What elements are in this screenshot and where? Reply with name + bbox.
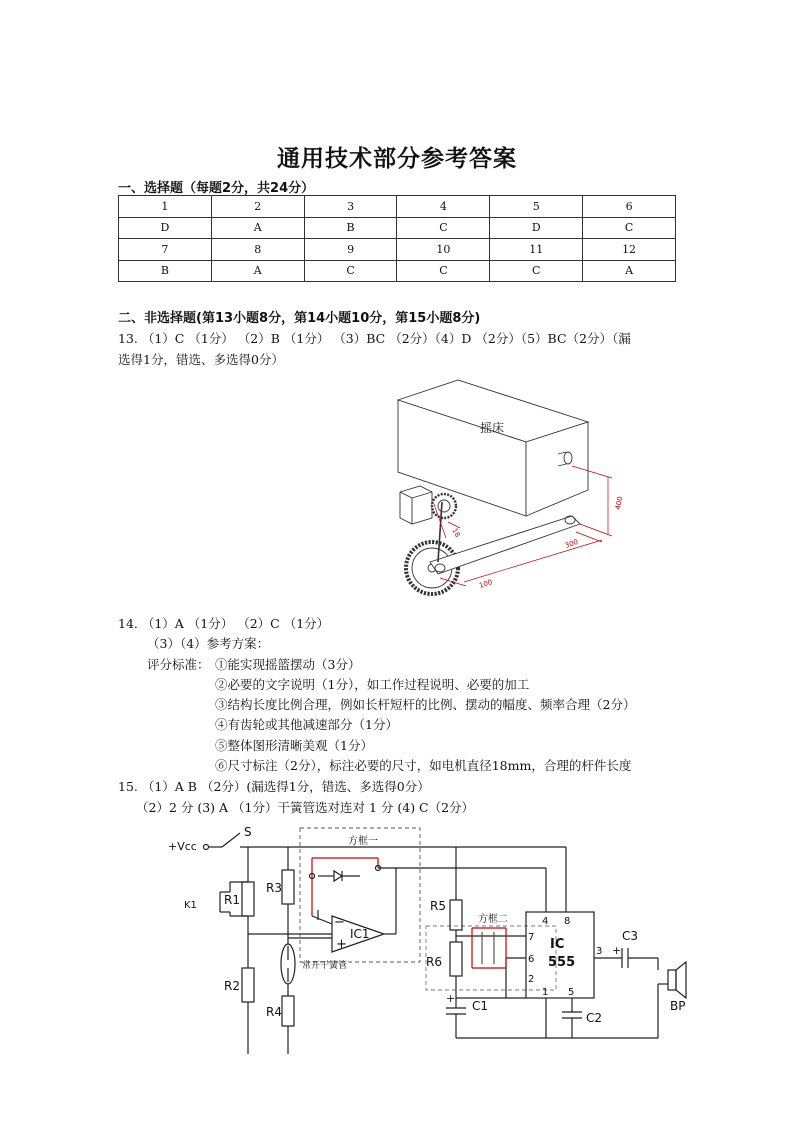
resistor-r5 (450, 900, 462, 930)
criterion-5: ⑤整体图形清晰美观（1分） (215, 738, 373, 753)
dim-100: 100 (478, 578, 494, 590)
q13-line2: 选得1分，错选、多选得0分） (118, 352, 284, 367)
k1-label: K1 (184, 900, 197, 911)
vcc-terminal (204, 845, 209, 850)
table-cell: A (211, 260, 304, 282)
dim-18: 18 (450, 527, 462, 539)
c3-label: C3 (622, 929, 639, 943)
table-cell: 1 (119, 196, 212, 218)
resistor-r4 (282, 996, 294, 1026)
section1-heading: 一、选择题（每题2分，共24分） (118, 181, 315, 196)
r1-label: R1 (224, 893, 240, 907)
table-cell: A (211, 217, 304, 239)
c1-plus: + (446, 992, 456, 1005)
q14-line1: 14. （1）A （1分） （2）C （1分） (118, 616, 330, 631)
pin-label: 4 (542, 916, 549, 927)
table-cell: 7 (119, 239, 212, 261)
r3-label: R3 (266, 881, 282, 895)
r4-label: R4 (266, 1005, 282, 1019)
table-cell: D (119, 217, 212, 239)
box2-label: 方框二 (478, 914, 508, 925)
table-row (119, 217, 676, 239)
c2-label: C2 (586, 1011, 603, 1025)
pin-label: 8 (564, 916, 571, 927)
motor (400, 486, 432, 524)
dim-400: 400 (614, 495, 625, 511)
r5-label: R5 (430, 899, 446, 913)
criterion-1: ①能实现摇篮摆动（3分） (215, 657, 361, 672)
table-cell: 12 (583, 239, 676, 261)
r2-label: R2 (224, 979, 240, 993)
table-cell: 3 (304, 196, 397, 218)
resistor-r3 (282, 870, 294, 904)
speaker-bp (668, 970, 676, 990)
bed-side (526, 422, 588, 516)
resistor-r1 (242, 882, 254, 916)
table-cell: C (397, 217, 490, 239)
c3-plus: + (612, 944, 622, 957)
q14-line2: （3）（4）参考方案： (147, 636, 270, 651)
dim-300: 300 (563, 537, 580, 550)
criterion-4: ④有齿轮或其他减速部分（1分） (215, 717, 398, 732)
section2-heading: 二、非选择题(第13小题8分，第14小题10分，第15小题8分) (118, 311, 481, 326)
diode (334, 871, 342, 881)
table-cell: 6 (583, 196, 676, 218)
speaker-cone (676, 962, 686, 998)
criterion-6: ⑥尺寸标注（2分），标注必要的尺寸，如电机直径18mm，合理的杆件长度 (215, 758, 632, 773)
pin-label: 2 (528, 974, 535, 985)
pin-label: 3 (596, 946, 603, 957)
answer-table (118, 195, 676, 282)
opamp-minus: − (334, 915, 345, 930)
table-row (119, 260, 676, 282)
table-cell: C (397, 260, 490, 282)
table-cell: C (490, 260, 583, 282)
page-title: 通用技术部分参考答案 (277, 146, 517, 172)
table-cell: 9 (304, 239, 397, 261)
table-row (119, 196, 676, 218)
vcc-label: +Vcc (168, 840, 197, 853)
ic-number-label: 555 (548, 955, 576, 970)
long-rod (430, 516, 580, 574)
ic-name-label: IC (550, 937, 565, 952)
table-cell: D (490, 217, 583, 239)
reed-label: 常开干簧管 (302, 961, 348, 971)
bp-label: BP (670, 999, 686, 1013)
r6-label: R6 (426, 955, 442, 969)
switch-label: S (244, 825, 252, 839)
pin-label: 6 (528, 954, 535, 965)
table-cell: 4 (397, 196, 490, 218)
q15-line2: （2）2 分 (3) A （1分）干簧管选对连对 1 分 (4) C（2分） (136, 800, 475, 815)
table-cell: 2 (211, 196, 304, 218)
opamp-plus: + (336, 937, 347, 952)
table-cell: 10 (397, 239, 490, 261)
table-cell: B (119, 260, 212, 282)
q13-line1: 13. （1）C （1分） （2）B （1分） （3）BC （2分）（4）D （2分）（5）BC（2分）（漏 (118, 331, 631, 346)
rocking-bed-figure (380, 374, 640, 614)
table-cell: 8 (211, 239, 304, 261)
pin-label: 1 (542, 987, 549, 998)
criterion-3: ③结构长度比例合理，例如长杆短杆的比例、摆动的幅度、频率合理（2分） (215, 697, 636, 712)
box1-label: 方框一 (348, 836, 378, 847)
table-cell: C (583, 217, 676, 239)
ic1-label: IC1 (350, 927, 370, 941)
resistor-r6 (450, 942, 462, 976)
pin-label: 5 (568, 987, 575, 998)
table-cell: 5 (490, 196, 583, 218)
q15-line1: 15. （1）A B （2分）(漏选得1分，错选、多选得0分） (118, 779, 430, 794)
bed-label: 摇床 (480, 421, 505, 435)
table-cell: B (304, 217, 397, 239)
table-cell: 11 (490, 239, 583, 261)
c1-label: C1 (472, 999, 489, 1013)
table-row (119, 239, 676, 261)
table-cell: A (583, 260, 676, 282)
switch-s (222, 833, 240, 847)
table-cell: C (304, 260, 397, 282)
criteria-label: 评分标准： (147, 657, 210, 672)
pin-label: 7 (528, 932, 535, 943)
resistor-r2 (242, 968, 254, 1002)
circuit-diagram (160, 820, 700, 1060)
criterion-2: ②必要的文字说明（1分），如工作过程说明、必要的加工 (215, 677, 530, 692)
